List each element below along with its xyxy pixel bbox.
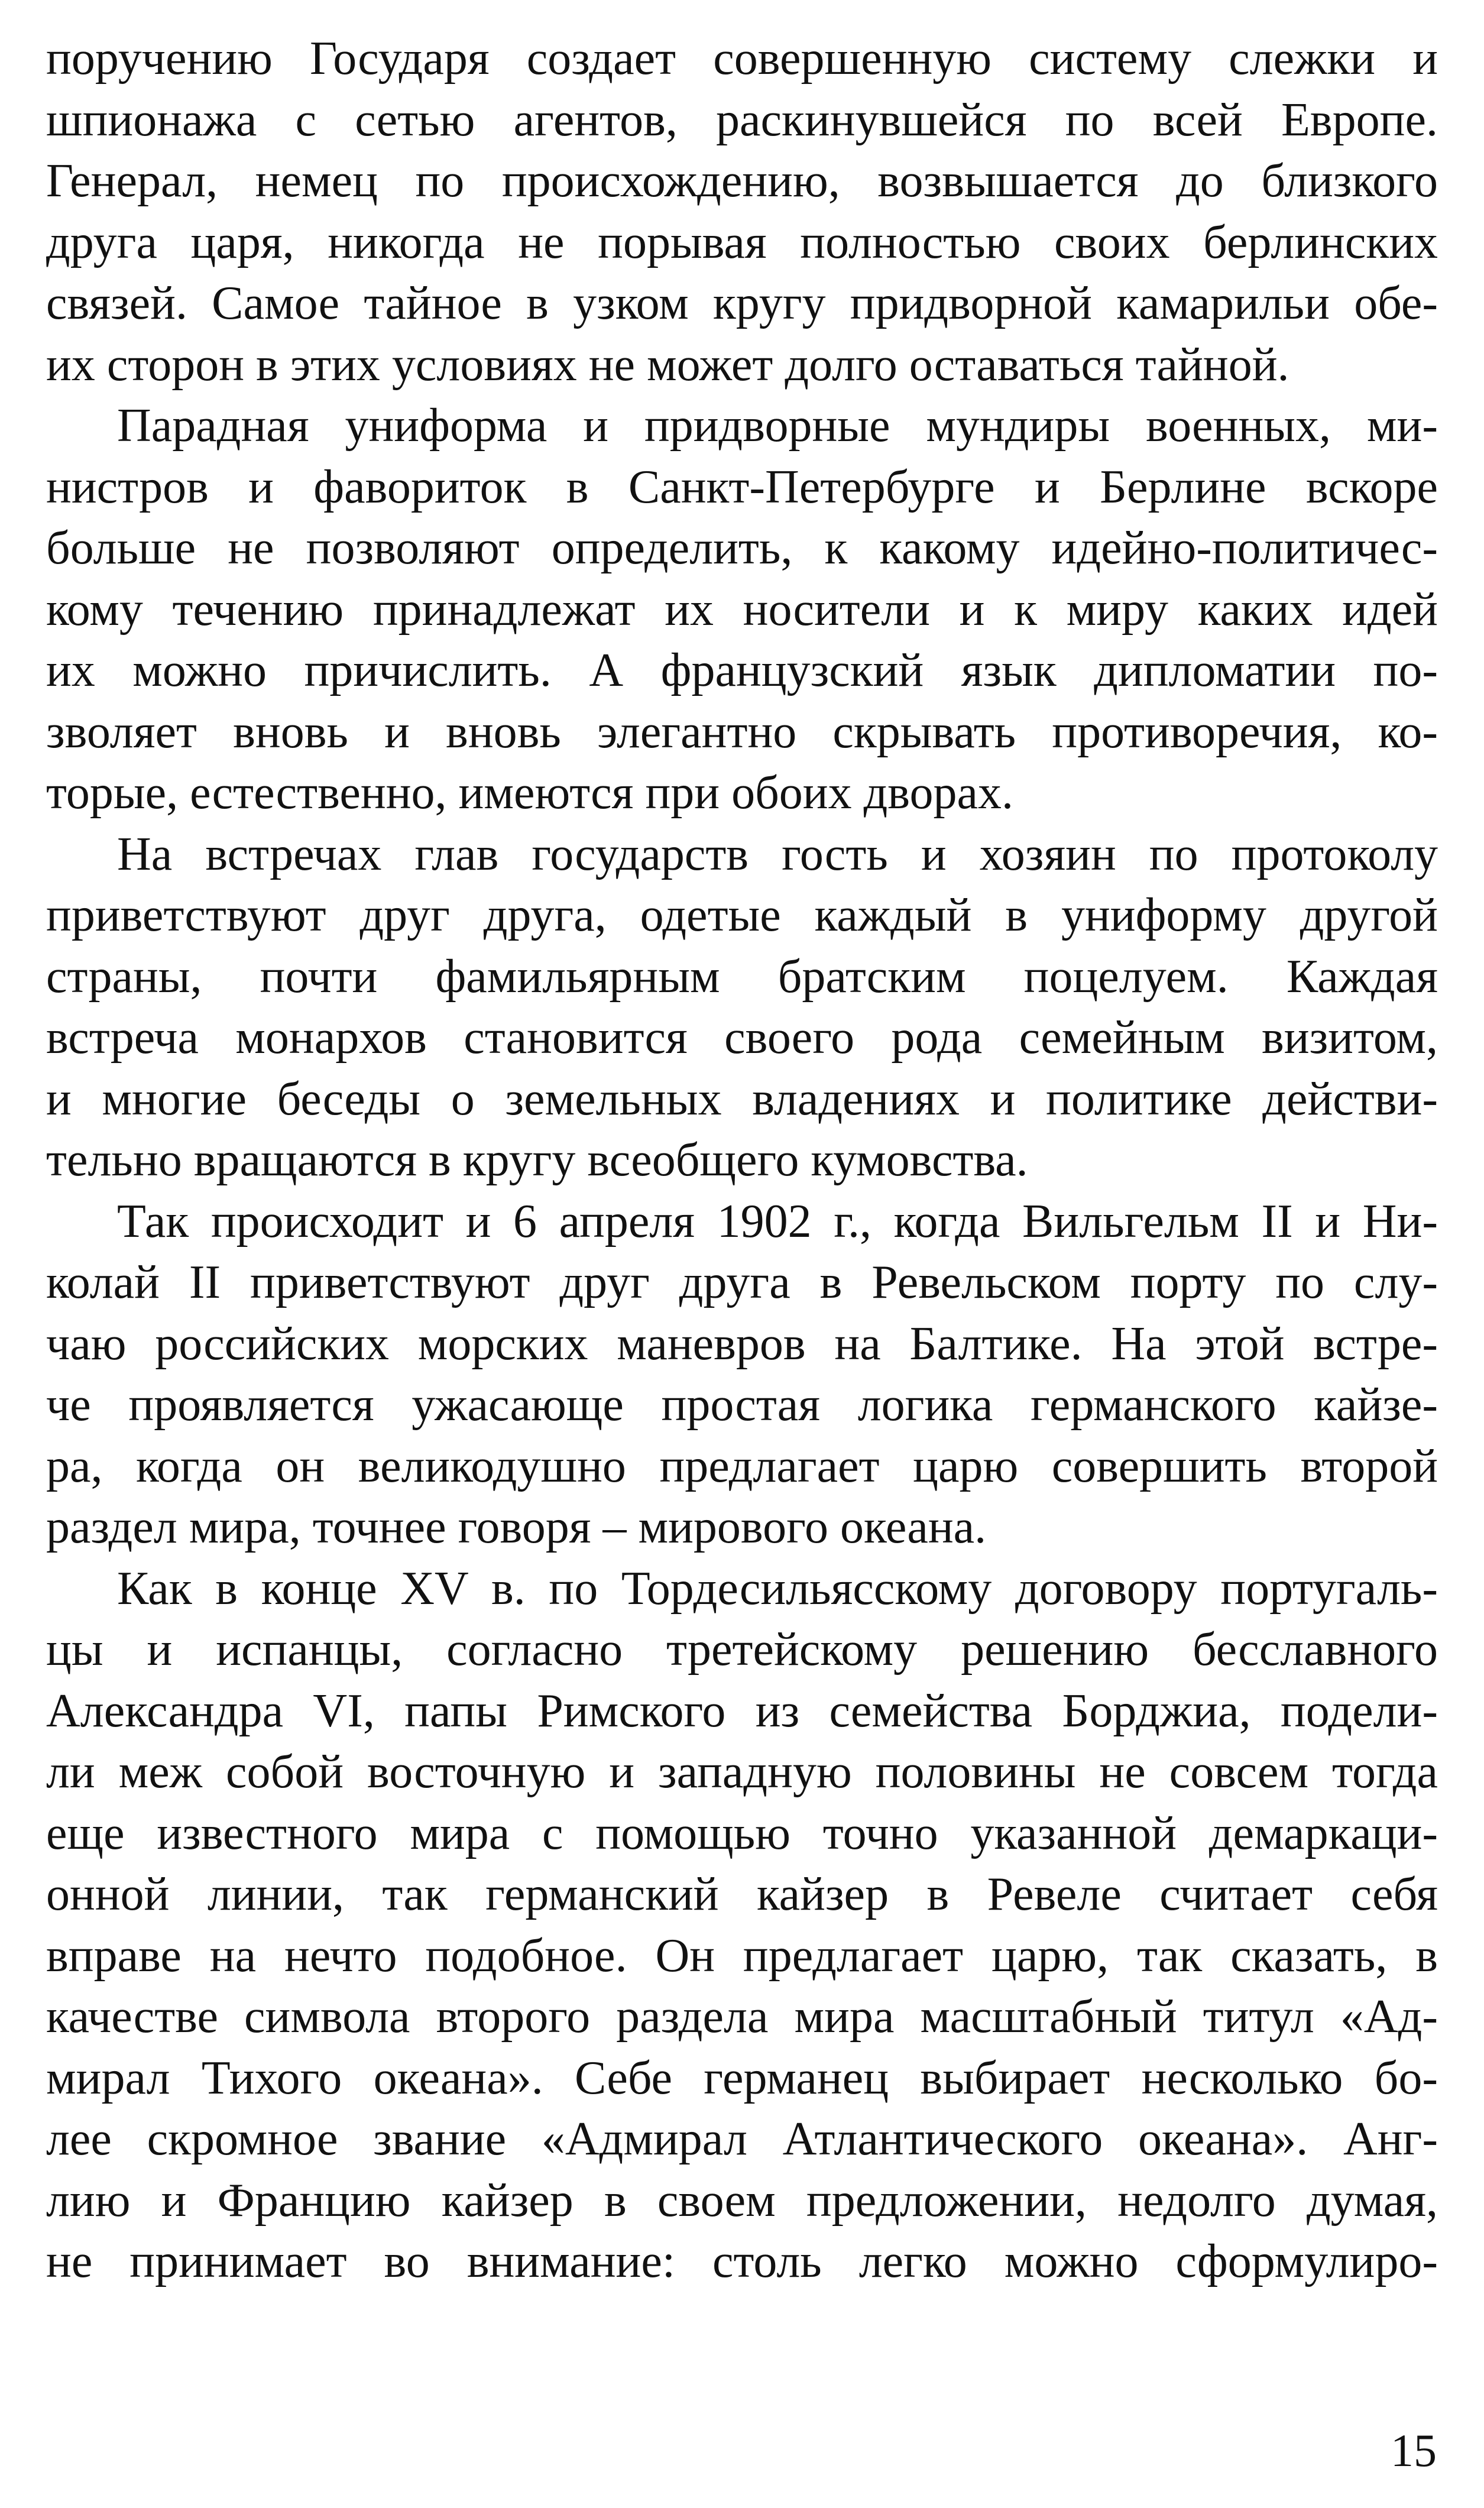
text-line: качестве символа второго раздела мира масштабный титул «Ад- — [46, 1991, 1438, 2043]
text-line: встреча монархов становится своего рода семейным визитом, — [46, 1012, 1438, 1064]
text-line: цы и испанцы, согласно третейскому решению бесславного — [46, 1624, 1438, 1676]
text-line: Александра VI, папы Римского из семейства Борджиа, подели- — [46, 1684, 1438, 1737]
text-line: нистров и фавориток в Санкт-Петербурге и Берлине вскоре — [46, 461, 1438, 513]
text-line: лее скромное звание «Адмирал Атлантического океана». Анг- — [46, 2113, 1438, 2165]
text-line: страны, почти фамильярным братским поцелуем. Каждая — [46, 950, 1438, 1003]
paragraph — [46, 28, 1438, 396]
text-line: шпионажа с сетью агентов, раскинувшейся по всей Европе. — [46, 93, 1438, 146]
text-line: лию и Францию кайзер в своем предложении, недолго думая, — [46, 2174, 1438, 2227]
text-line: и многие беседы о земельных владениях и политике действи- — [46, 1072, 1438, 1125]
text-line: приветствуют друг друга, одетые каждый в униформу другой — [46, 889, 1438, 941]
text-line: связей. Самое тайное в узком кругу придворной камарильи обе- — [46, 277, 1438, 329]
text-line: че проявляется ужасающе простая логика германского кайзе- — [46, 1379, 1438, 1431]
page-number: 15 — [1391, 2425, 1437, 2476]
text-line: поручению Государя создает совершенную систему слежки и — [46, 33, 1438, 85]
text-line: еще известного мира с помощью точно указанной демаркаци- — [46, 1807, 1438, 1859]
paragraph — [46, 824, 1438, 1191]
text-line: зволяет вновь и вновь элегантно скрывать противоречия, ко- — [46, 705, 1438, 758]
text-line: Как в конце XV в. по Тордесильясскому договору португаль- — [117, 1562, 1438, 1615]
text-line: вправе на нечто подобное. Он предлагает царю, так сказать, в — [46, 1929, 1438, 1982]
text-line: Парадная униформа и придворные мундиры военных, ми- — [117, 400, 1438, 452]
text-line: Генерал, немец по происхождению, возвышается до близкого — [46, 155, 1438, 207]
paragraph — [46, 396, 1438, 824]
text-line: чаю российских морских маневров на Балтике. На этой встре- — [46, 1317, 1438, 1370]
text-line: кому течению принадлежат их носители и к миру каких идей — [46, 583, 1438, 636]
text-line: их можно причислить. А французский язык дипломатии по- — [46, 644, 1438, 696]
paragraph — [46, 1558, 1438, 2293]
text-line: их сторон в этих условиях не может долго оставаться тайной. — [46, 338, 1289, 391]
text-line: ра, когда он великодушно предлагает царю совершить второй — [46, 1440, 1438, 1492]
text-line: онной линии, так германский кайзер в Ревеле считает себя — [46, 1868, 1438, 1920]
text-line: не принимает во внимание: столь легко можно сформулиро- — [46, 2235, 1438, 2287]
text-line: Так происходит и 6 апреля 1902 г., когда Вильгельм II и Ни- — [117, 1195, 1438, 1247]
paragraph — [46, 1191, 1438, 1558]
text-line: раздел мира, точнее говоря – мирового океана. — [46, 1501, 987, 1553]
text-line: тельно вращаются в кругу всеобщего кумовства. — [46, 1134, 1028, 1186]
text-line: На встречах глав государств гость и хозяин по протоколу — [117, 828, 1438, 880]
text-line: торые, естественно, имеются при обоих дворах. — [46, 767, 1014, 819]
text-line: ли меж собой восточную и западную половины не совсем тогда — [46, 1746, 1438, 1798]
text-line: мирал Тихого океана». Себе германец выбирает несколько бо- — [46, 2052, 1438, 2104]
text-line: друга царя, никогда не порывая полностью своих берлинских — [46, 216, 1438, 268]
text-line: больше не позволяют определить, к какому идейно-политичес- — [46, 522, 1438, 574]
body-text — [46, 28, 1438, 2293]
text-line: колай II приветствуют друг друга в Ревельском порту по слу- — [46, 1256, 1438, 1308]
